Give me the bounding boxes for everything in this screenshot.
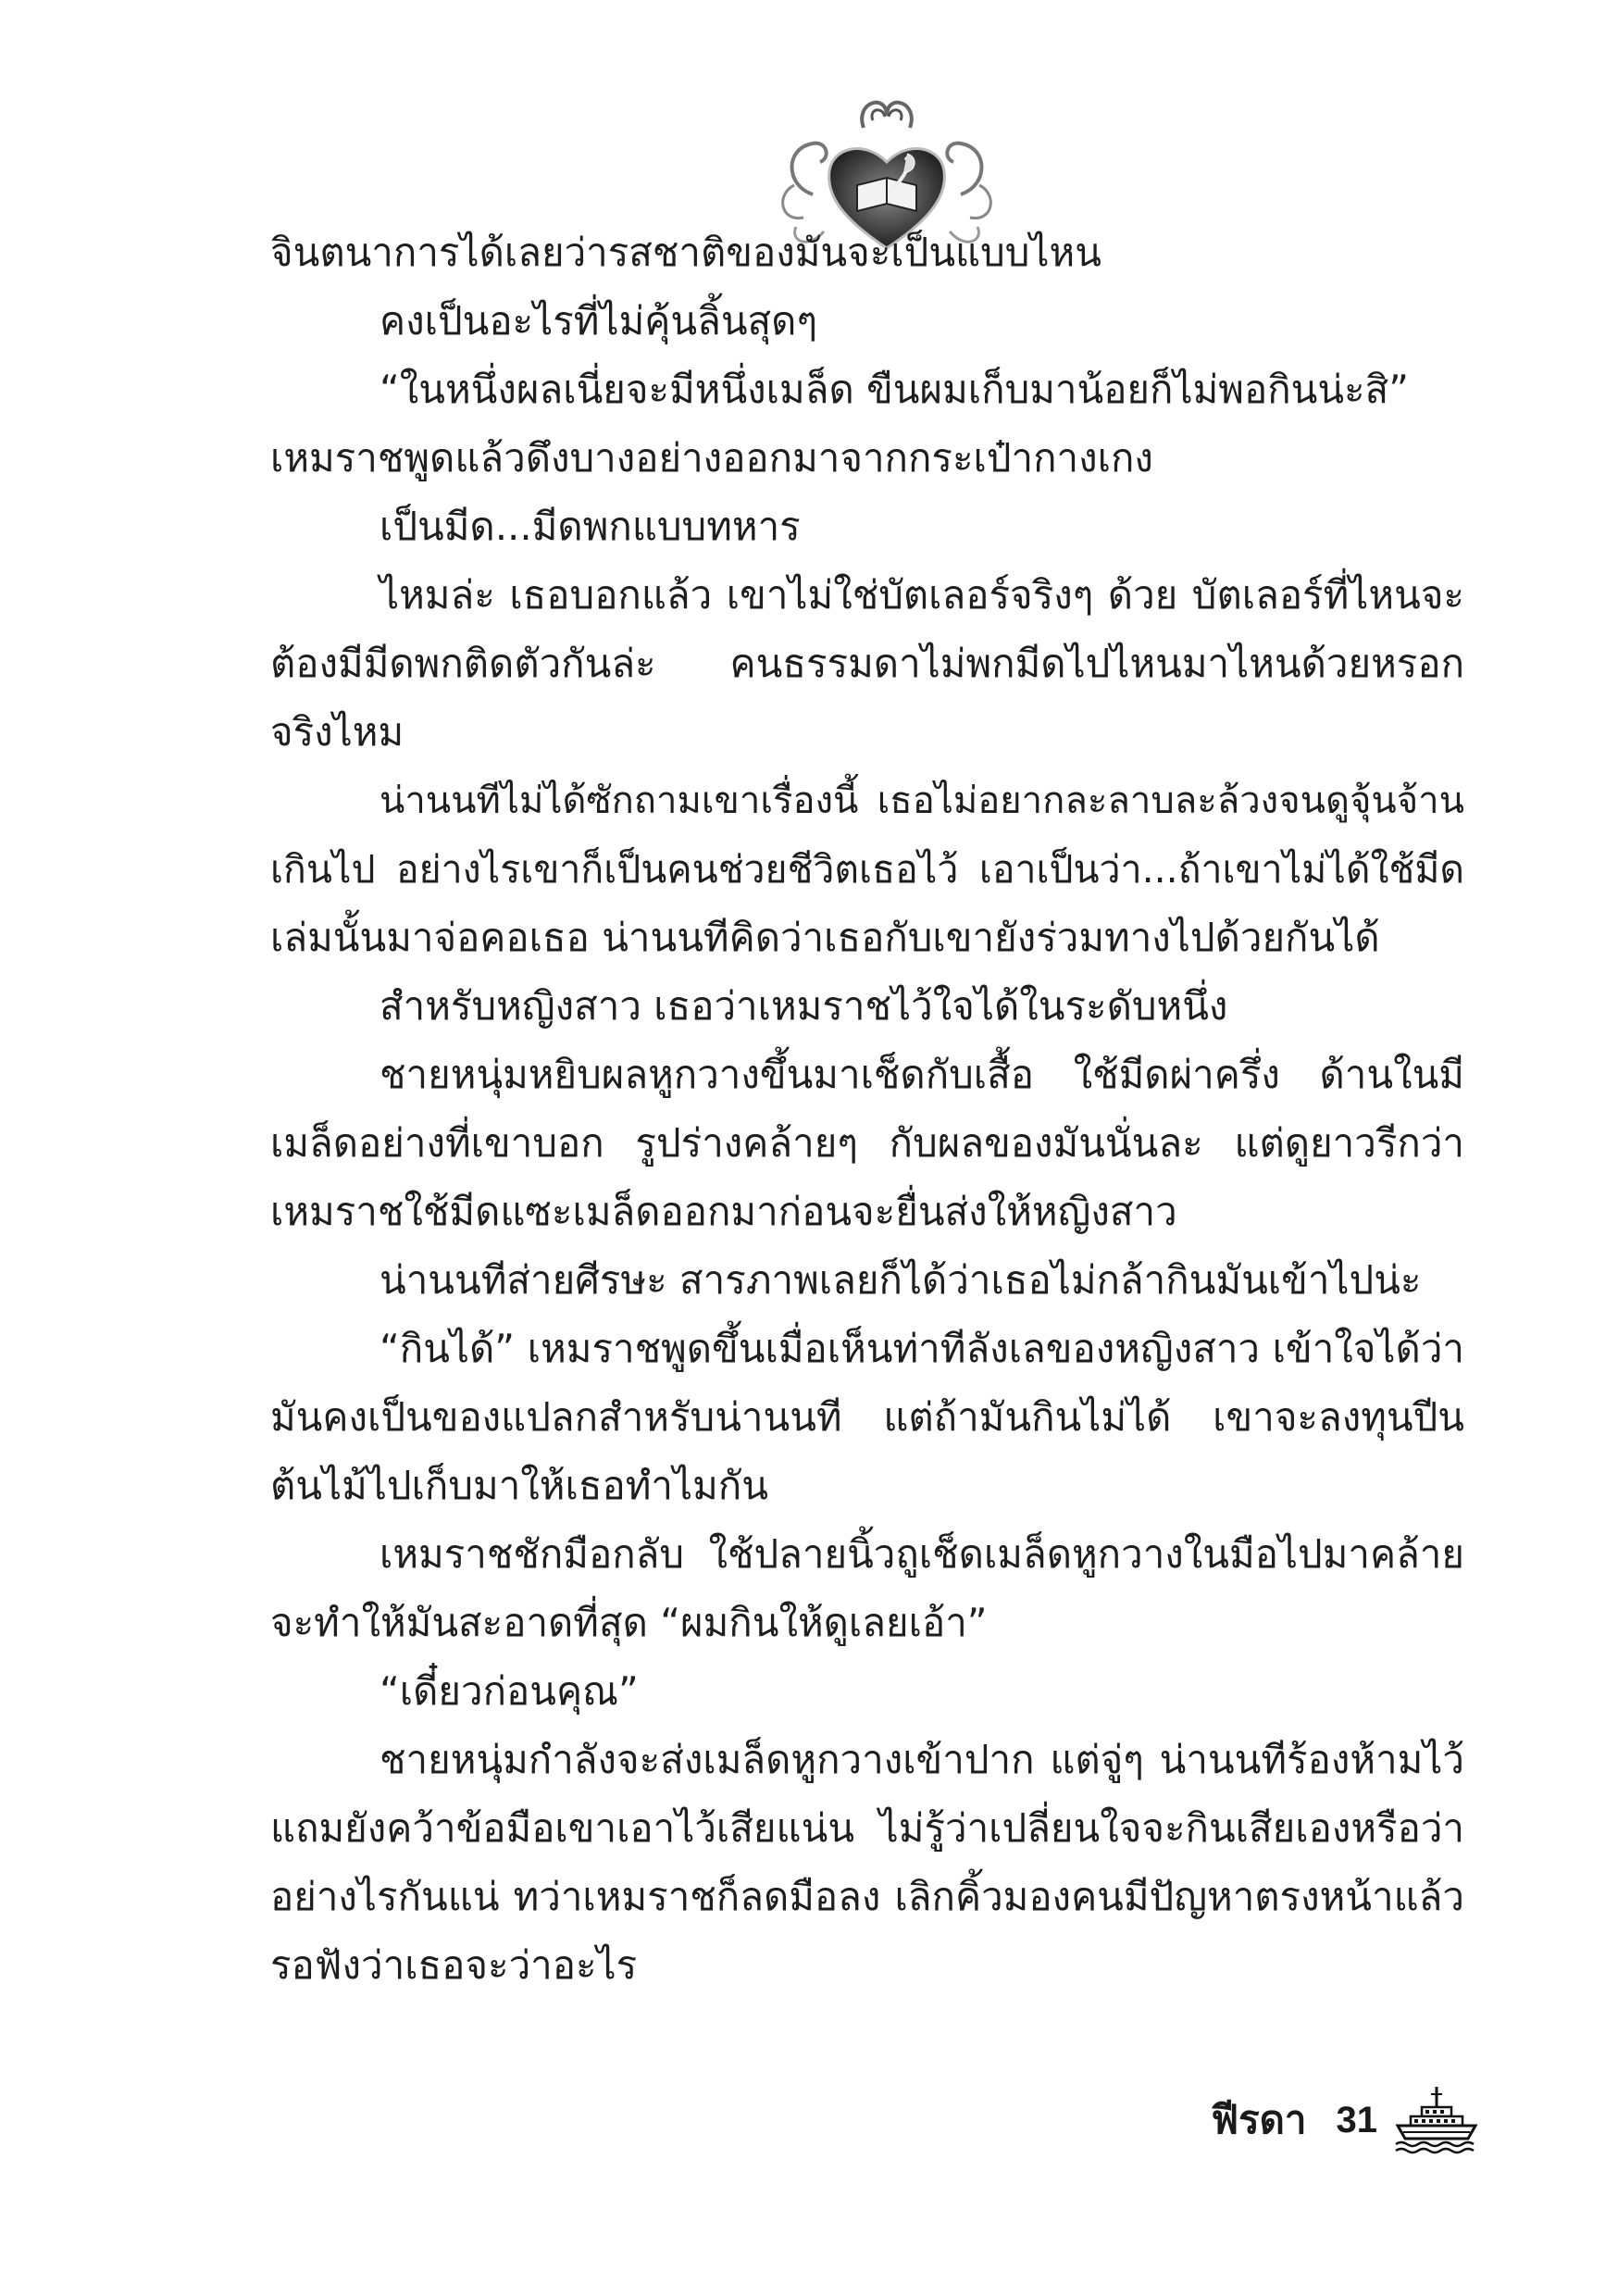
text-line: เหมราชใช้มีดแซะเมล็ดออกมาก่อนจะยื่นส่งให้หญิงสาว (270, 1189, 1177, 1234)
ship-icon (1394, 2083, 1479, 2157)
text-line: ต้องมีมีดพกติดตัวกันล่ะ คนธรรมดาไม่พกมีดไปไหนมาไหนด้วยหรอก (270, 641, 1464, 686)
body-text (270, 218, 1464, 2000)
page-footer (1211, 2074, 1479, 2166)
text-line: รอฟังว่าเธอจะว่าอะไร (270, 1942, 638, 1988)
text-line: ชายหนุ่มหยิบผลหูกวางขึ้นมาเช็ดกับเสื้อ ใช้มีดผ่าครึ่ง ด้านในมี (380, 1052, 1464, 1097)
text-line: เป็นมีด...มีดพกแบบทหาร (380, 504, 801, 549)
text-line: เมล็ดอย่างที่เขาบอก รูปร่างคล้ายๆ กับผลของมันนั่นละ แต่ดูยาวรีกว่า (270, 1120, 1464, 1166)
text-line: เล่มนั้นมาจ่อคอเธอ น่านนทีคิดว่าเธอกับเขายังร่วมทางไปด้วยกันได้ (270, 915, 1380, 960)
text-line: แถมยังคว้าข้อมือเขาเอาไว้เสียแน่น ไม่รู้ว่าเปลี่ยนใจจะกินเสียเองหรือว่า (270, 1805, 1464, 1851)
text-line: อย่างไรกันแน่ ทว่าเหมราชก็ลดมือลง เลิกคิ้วมองคนมีปัญหาตรงหน้าแล้ว (270, 1874, 1464, 1919)
text-line: คงเป็นอะไรที่ไม่คุ้นลิ้นสุดๆ (380, 298, 818, 343)
text-line: มันคงเป็นของแปลกสำหรับน่านนที แต่ถ้ามันกินไม่ได้ เขาจะลงทุนปีน (270, 1394, 1464, 1440)
book-title: ฟีรดา (1211, 2097, 1307, 2142)
page-number: 31 (1336, 2099, 1377, 2140)
text-line: ชายหนุ่มกำลังจะส่งเมล็ดหูกวางเข้าปาก แต่จู่ๆ น่านนทีร้องห้ามไว้ (380, 1737, 1464, 1782)
text-line: จริงไหม (270, 709, 404, 755)
text-line: “เดี๋ยวก่อนคุณ” (380, 1668, 639, 1714)
text-line: ไหมล่ะ เธอบอกแล้ว เขาไม่ใช่บัตเลอร์จริงๆ ด้วย บัตเลอร์ที่ไหนจะ (380, 572, 1464, 618)
text-line: จะทำให้มันสะอาดที่สุด “ผมกินให้ดูเลยเอ้า” (270, 1600, 988, 1645)
text-line: เกินไป อย่างไรเขาก็เป็นคนช่วยชีวิตเธอไว้ เอาเป็นว่า...ถ้าเขาไม่ได้ใช้มีด (270, 847, 1464, 892)
text-line: เหมราชพูดแล้วดึงบางอย่างออกมาจากกระเป๋ากางเกง (270, 435, 1153, 480)
text-line: “กินได้” เหมราชพูดขึ้นเมื่อเห็นท่าทีลังเลของหญิงสาว เข้าใจได้ว่า (380, 1326, 1464, 1371)
text-line: เหมราชชักมือกลับ ใช้ปลายนิ้วถูเช็ดเมล็ดหูกวางในมือไปมาคล้าย (380, 1531, 1464, 1577)
text-line: จินตนาการได้เลยว่ารสชาติของมันจะเป็นแบบไหน (270, 230, 1101, 275)
text-line: ต้นไม้ไปเก็บมาให้เธอทำไมกัน (270, 1463, 768, 1508)
text-line: สำหรับหญิงสาว เธอว่าเหมราชไว้ใจได้ในระดับหนึ่ง (380, 983, 1228, 1029)
text-line: น่านนทีไม่ได้ซักถามเขาเรื่องนี้ เธอไม่อยากละลาบละล้วงจนดูจุ้นจ้าน (380, 780, 1464, 822)
text-line: น่านนทีส่ายศีรษะ สารภาพเลยก็ได้ว่าเธอไม่กล้ากินมันเข้าไปน่ะ (380, 1257, 1422, 1303)
text-line: “ในหนึ่งผลเนี่ยจะมีหนึ่งเมล็ด ขืนผมเก็บมาน้อยก็ไม่พอกินน่ะสิ” (380, 367, 1409, 412)
